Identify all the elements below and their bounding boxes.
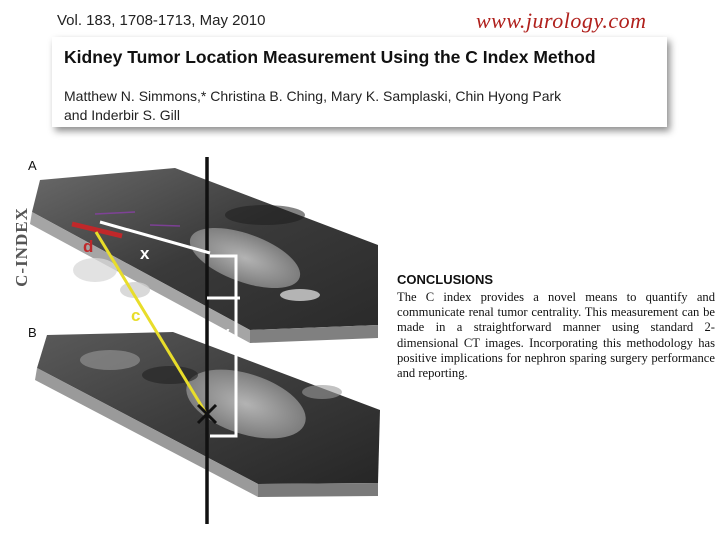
label-c: c (131, 306, 141, 325)
journal-website[interactable]: www.jurology.com (476, 8, 647, 33)
panel-b-label: B (28, 325, 37, 340)
conclusions-heading: CONCLUSIONS (397, 272, 494, 287)
journal-citation: Vol. 183, 1708-1713, May 2010 (57, 12, 266, 29)
label-y: y (220, 323, 230, 342)
side-label: C-INDEX (12, 207, 31, 287)
label-x: x (140, 244, 150, 263)
conclusions-section (397, 272, 715, 381)
panel-a-label: A (28, 158, 37, 173)
authors-line-2: and Inderbir S. Gill (64, 107, 180, 123)
paper-title: Kidney Tumor Location Measurement Using the C Index Method (64, 47, 596, 67)
conclusions-text: The C index provides a novel means to quantify and communicate renal tumor centrality. This measurement can be made in a straightforward manner using standard 2-dimensional CT images. Incorporating this methodology has positive implications for nephron sparing surgery performance and reporting. (397, 290, 715, 381)
label-d: d (83, 237, 94, 256)
authors-line-1: Matthew N. Simmons,* Christina B. Ching, Mary K. Samplaski, Chin Hyong Park (64, 88, 562, 104)
